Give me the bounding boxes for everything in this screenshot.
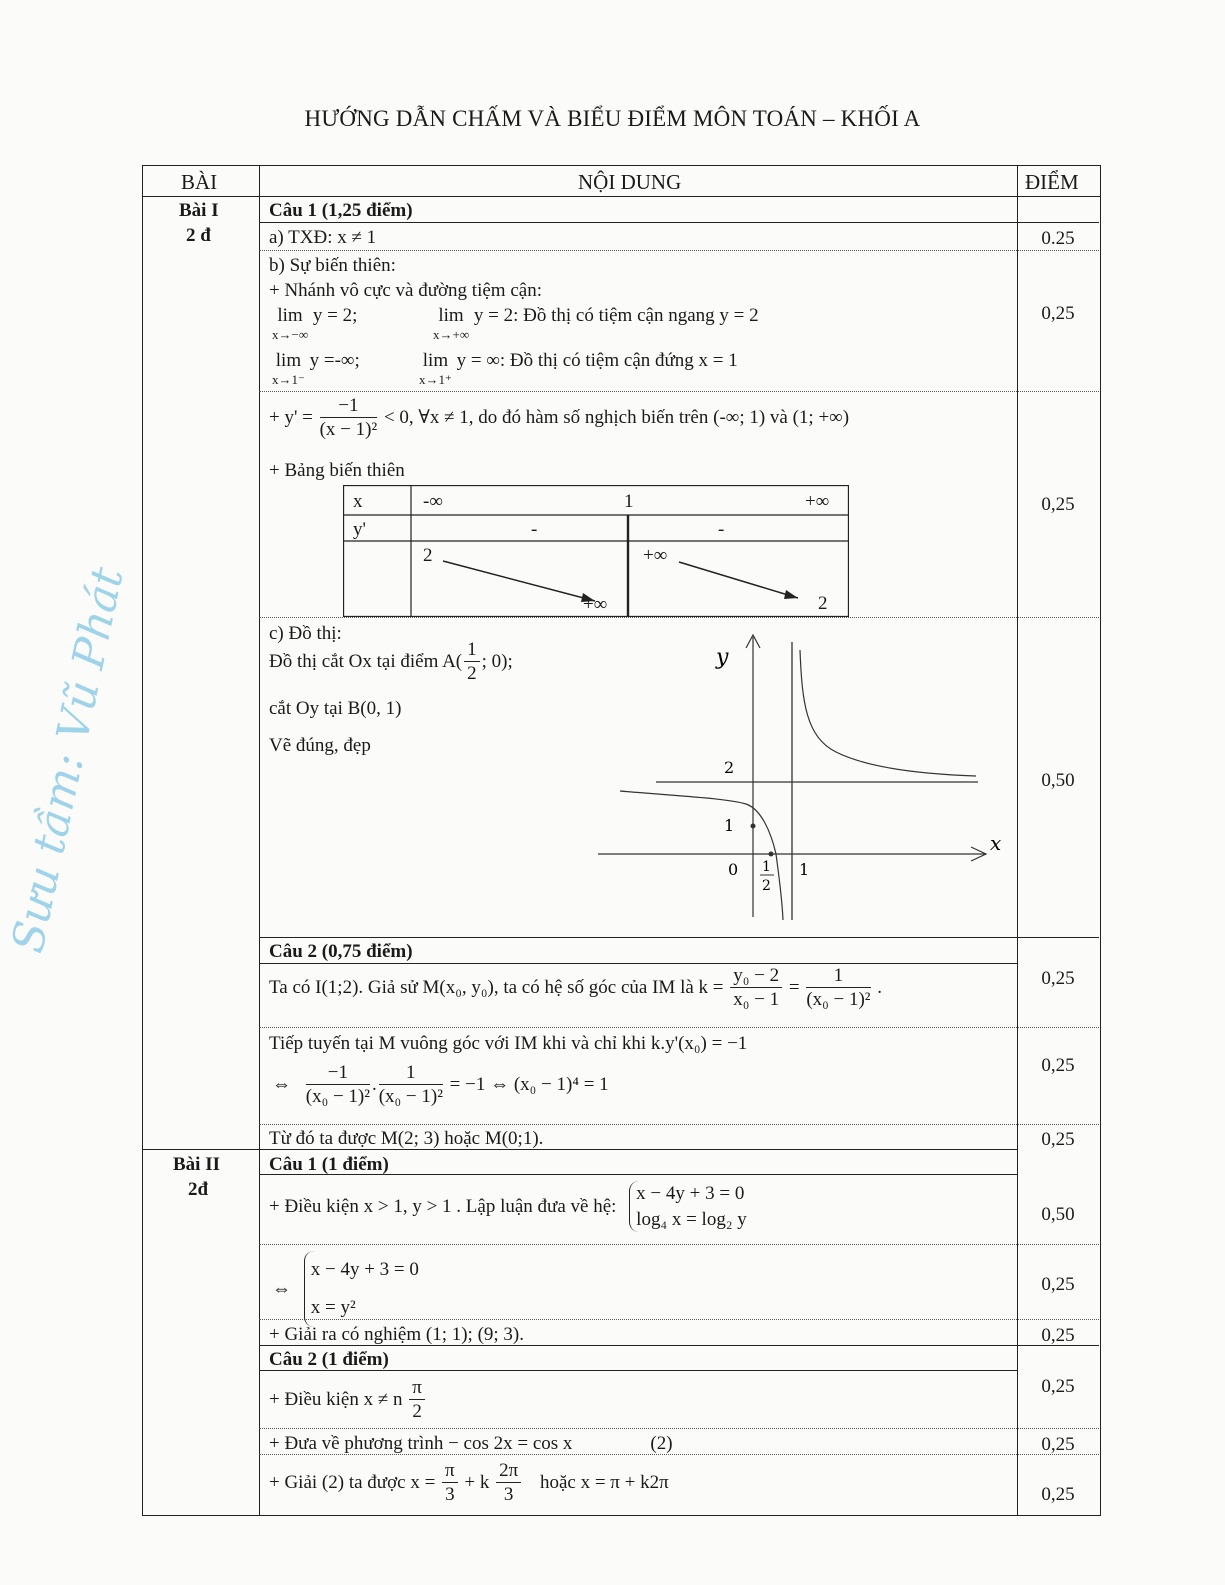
point-b xyxy=(751,824,756,829)
row-rule xyxy=(259,1345,1099,1346)
row-rule xyxy=(259,1428,1099,1429)
bai1-score: 2 đ xyxy=(186,225,211,246)
points-8: 0,50 xyxy=(1041,1204,1075,1225)
points-9: 0,25 xyxy=(1041,1274,1075,1295)
graph-half-den: 2 xyxy=(762,878,771,894)
row-rule xyxy=(259,617,1099,618)
bai1-cau1-title: Câu 1 (1,25 điểm) xyxy=(269,200,413,221)
row-rule xyxy=(259,250,1099,251)
points-13: 0,25 xyxy=(1041,1484,1075,1505)
bai2-line6: + Giải (2) ta được x = $\frac{\pi}{3}$ + k $\frac{2\pi}{3}$ hoặc x = π + k2π xyxy=(269,1460,669,1505)
graph-half-num: 1 xyxy=(762,859,771,875)
bbt-y-right-bottom: 2 xyxy=(818,593,828,614)
bai2-line1: + Điều kiện x > 1, y > 1 . Lập luận đưa về hệ: x − 4y + 3 = 0 log₄ x = log₂ y xyxy=(269,1181,747,1232)
graph-y-label: y xyxy=(716,645,729,670)
row-rule xyxy=(259,1124,1099,1125)
bbt-y-left-top: 2 xyxy=(423,545,433,566)
arrow-decrease-left xyxy=(443,561,595,601)
bai2-line2: ⇔ x − 4y + 3 = 0 x = y² xyxy=(272,1251,419,1327)
bbt-x-label: x xyxy=(353,491,363,512)
bai1-cau2-title: Câu 2 (0,75 điểm) xyxy=(269,941,413,962)
bbt-x-minus-inf: -∞ xyxy=(423,491,443,512)
cau2-line4: Từ đó ta được M(2; 3) hoặc M(0;1). xyxy=(269,1128,544,1149)
points-6: 0,25 xyxy=(1041,1055,1075,1076)
graph-origin-label: 0 xyxy=(728,860,739,879)
bai2-line4: + Điều kiện x ≠ n $\frac{\pi}{2}$ xyxy=(269,1378,427,1421)
graph-two-label: 2 xyxy=(724,758,735,777)
cau2-line3: ⇔ $\frac{-1}{\text{(x₀ − 1)²}}$ . $\frac{1}{\text{(x₀ − 1)²}}$ = −1 ⇔ (x₀ − 1)⁴ = 1 xyxy=(272,1062,609,1107)
bai1-txd: a) TXĐ: x ≠ 1 xyxy=(269,227,377,248)
graph-one-x-label: 1 xyxy=(799,860,810,879)
bai2-line3: + Giải ra có nghiệm (1; 1); (9; 3). xyxy=(269,1324,525,1345)
bbt-yp-label: y' xyxy=(353,519,366,540)
points-11: 0,25 xyxy=(1041,1376,1075,1397)
header-rule xyxy=(142,196,1100,197)
limit-4: lim x→1⁺ y = ∞: Đồ thị có tiệm cận đứng x = 1 xyxy=(419,350,738,387)
handwritten-watermark: Sưu tầm: Vũ Phát xyxy=(2,563,134,957)
cat-ox: Đồ thị cắt Ox tại điểm A( $\frac{1}{2}$ ; 0); xyxy=(269,639,513,684)
bbt-y-left-bottom: +∞ xyxy=(583,594,608,615)
point-a xyxy=(769,852,774,857)
header-noi-dung: NỘI DUNG xyxy=(578,170,682,194)
cau2-line1: Ta có I(1;2). Giả sử M(x₀, y₀), ta có hệ số góc của IM là k = $\frac{\text{y₀ − 2}}{\text{x₀ − 1}}$ = $\frac{1}{\text{(x₀ − 1)²}}$ . xyxy=(269,965,883,1010)
do-thi-label: c) Đồ thị: xyxy=(269,623,342,644)
row-rule xyxy=(259,391,1099,392)
header-diem: ĐIỂM xyxy=(1025,170,1079,194)
bbt-yp-right: - xyxy=(718,519,725,540)
graph-one-label: 1 xyxy=(724,816,735,835)
cat-oy: cắt Oy tại B(0, 1) xyxy=(269,698,402,719)
points-3: 0,25 xyxy=(1041,494,1075,515)
points-1: 0.25 xyxy=(1041,228,1075,249)
bai2-score: 2đ xyxy=(188,1179,209,1200)
col-divider-diem xyxy=(1017,165,1018,1515)
graph-x-label: x xyxy=(990,831,1002,855)
points-7: 0,25 xyxy=(1041,1129,1075,1150)
points-10: 0,25 xyxy=(1041,1325,1075,1346)
row-rule xyxy=(259,963,1017,964)
left-branch xyxy=(620,791,783,920)
row-rule xyxy=(259,1027,1099,1028)
right-branch xyxy=(800,650,976,776)
bai2-line5: + Đưa về phương trình − cos 2x = cos x (2) xyxy=(269,1433,673,1454)
header-bai: BÀI xyxy=(181,170,218,194)
function-graph xyxy=(596,622,1016,932)
arrow-decrease-right xyxy=(679,562,798,598)
bbt-yp-left: - xyxy=(531,519,538,540)
limit-3: lim x→1⁻ y =-∞; xyxy=(272,350,360,387)
row-rule xyxy=(259,222,1099,223)
points-4: 0,50 xyxy=(1041,770,1075,791)
limit-1: lim x→−∞ y = 2; xyxy=(272,305,358,342)
bai1-su-bien-thien: b) Sự biến thiên: xyxy=(269,255,396,276)
row-rule xyxy=(259,1370,1017,1371)
cau2-line2: Tiếp tuyến tại M vuông góc với IM khi và chỉ khi k.y'(x₀) = −1 xyxy=(269,1033,748,1054)
bang-bien-thien-label: + Bảng biến thiên xyxy=(269,460,405,481)
bbt-y-right-top: +∞ xyxy=(643,545,668,566)
limit-2: lim x→+∞ y = 2: Đồ thị có tiệm cận ngang y = 2 xyxy=(433,305,759,342)
bai2-cau2-title: Câu 2 (1 điểm) xyxy=(269,1349,389,1370)
bai-divider xyxy=(142,1149,1018,1150)
col-divider-bai xyxy=(259,165,260,1515)
bbt-x-one: 1 xyxy=(624,491,634,512)
row-rule xyxy=(259,1244,1099,1245)
points-2: 0,25 xyxy=(1041,303,1075,324)
row-rule xyxy=(259,937,1099,938)
bai2-name: Bài II xyxy=(173,1154,220,1175)
bai2-cau1-title: Câu 1 (1 điểm) xyxy=(269,1154,389,1175)
row-rule xyxy=(259,1454,1099,1455)
bbt-x-plus-inf: +∞ xyxy=(805,491,830,512)
bai1-nhanh-vo-cuc: + Nhánh vô cực và đường tiệm cận: xyxy=(269,280,542,301)
bai1-name: Bài I xyxy=(179,200,219,221)
page-title: HƯỚNG DẪN CHẤM VÀ BIỂU ĐIỂM MÔN TOÁN – KHỐI A xyxy=(304,106,921,131)
variation-table xyxy=(343,485,849,617)
points-5: 0,25 xyxy=(1041,968,1075,989)
derivative-line: + y' = $\frac{-1}{\text{(x − 1)²}}$ < 0, ∀x ≠ 1, do đó hàm số nghịch biến trên (-∞; 1) và (1; +∞) xyxy=(269,395,850,440)
points-12: 0,25 xyxy=(1041,1434,1075,1455)
ve-dung-dep: Vẽ đúng, đẹp xyxy=(269,735,371,756)
